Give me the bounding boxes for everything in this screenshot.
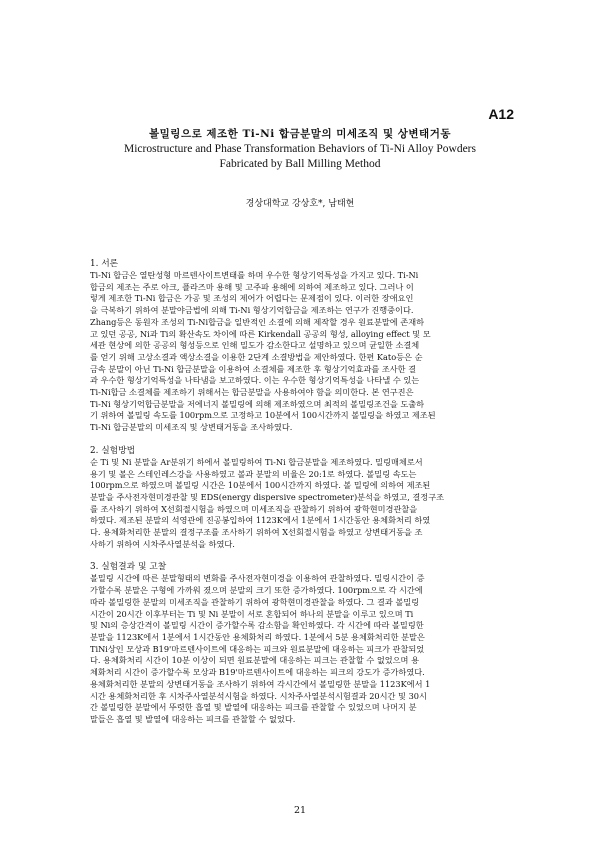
- paragraph-line: 분말을 주사전자현미경관찰 및 EDS(energy dispersive spectrometer)분석을 하였고, 결정구조: [90, 491, 445, 502]
- page-number: 21: [293, 805, 307, 816]
- paragraph-line: 시간이 20시간 이후부터는 Ti 및 Ni 분말이 서로 혼합되어 하나의 분말을 이루고 있으며 Ti: [90, 608, 414, 619]
- paragraph-line: 를 조사하기 위하여 X선회절시험을 하였으며 미세조직을 관찰하기 위하여 광학현미경관찰을: [90, 503, 418, 514]
- paragraph-line: 기 위하여 볼밀링 속도를 100rpm으로 고정하고 10분에서 100시간까지 볼밀링을 하였고 제조된: [90, 410, 436, 421]
- paragraph-line: 금속 분말이 아닌 Ti-Ni 합금분말을 이용하여 소결체를 제조한 후 형상기억효과를 조사한 결: [90, 363, 417, 374]
- paragraph-line: 용기 및 볼은 스테인레스강을 사용하였고 볼과 분말의 비율은 20:1로 하였다. 볼밀링 속도는: [90, 468, 417, 479]
- paragraph-line: 따라 볼밀링한 분말의 미세조직을 관찰하기 위하여 광학현미경관찰을 하였다. 그 결과 볼밀링: [90, 596, 420, 607]
- paragraph-line: 볼밀링 시간에 따른 분말형태의 변화를 주사전자현미경을 이용하여 관찰하였다. 밀링시간이 증: [90, 573, 425, 584]
- section: [90, 259, 516, 434]
- paragraph-line: 시간 용체화처리한 후 시차주사열분석시험을 하였다. 시차주사열분석시험결과 20시간 및 30시: [90, 690, 427, 701]
- paragraph-line: 다. 용체화처리한 분말의 결정구조를 조사하기 위하여 X선회절시험을 하였고 상변태거동을 조: [90, 527, 423, 538]
- section: [90, 446, 516, 551]
- title-english-line2: Fabricated by Ball Milling Method: [219, 158, 381, 170]
- paragraph-line: 체화처리 시간이 증가할수록 모상과 B19'마르텐사이트에 대응하는 피크의 강도가 증가하였다.: [90, 667, 425, 678]
- section-heading: 2. 실험방법: [90, 445, 136, 456]
- paragraph-line: Ti-Ni 합금분말의 미세조직 및 상변태거동을 조사하였다.: [90, 422, 293, 433]
- paragraph-line: Ti-Ni합금 소결체를 제조하기 위해서는 합금분말을 사용하여야 함을 의미한다. 본 연구진은: [90, 387, 414, 398]
- authors: 경상대학교 강상호*, 남태현: [245, 199, 355, 209]
- paragraph-line: 분말을 1123K에서 1분에서 1시간동안 용체화처리 하였다. 1분에서 5분 용체화처리한 분말은: [90, 631, 425, 642]
- paragraph-line: 순 Ti 및 Ni 분말을 Ar분위기 하에서 볼밀링하여 Ti-Ni 합금분말을 제조하였다. 밀링매체로서: [90, 456, 423, 467]
- title-korean: 볼밀링으로 제조한 Ti-Ni 합금분말의 미세조직 및 상변태거동: [149, 128, 451, 140]
- section-heading: 3. 실험결과 및 고찰: [90, 562, 167, 573]
- paragraph-line: 를 얻기 위해 고상소결과 액상소결을 이용한 2단계 소결방법을 제안하였다. 한편 Kato등은 순: [90, 351, 423, 362]
- paragraph-line: 간 볼밀링한 분말에서 뚜렷한 흡열 및 발열에 대응하는 피크를 관찰할 수 있었으며 나머지 분: [90, 702, 417, 713]
- paragraph-line: 을 극복하기 위하여 분말야금법에 의해 Ti-Ni 형상기억합금을 제조하는 연구가 진행중이다.: [90, 305, 414, 316]
- paragraph-line: 합금의 제조는 주로 아크, 플라즈마 용해 및 고주파 용해에 의하여 제조하고 있다. 그러나 이: [90, 281, 414, 292]
- paragraph-line: Ti-Ni 형상기억합금분말을 저에너지 볼밀링에 의해 제조하였으며 최적의 볼밀링조건을 도출하: [90, 398, 425, 409]
- paragraph-line: 고 있던 공공, Ni과 Ti의 확산속도 차이에 따른 Kirkendall 공공의 형성, alloying effect 및 모: [90, 328, 431, 339]
- title-english-line1: Microstructure and Phase Transformation Behaviors of Ti-Ni Alloy Powders: [123, 143, 476, 155]
- paragraph-line: 사하기 위하여 시차주사열분석을 하였다.: [90, 538, 235, 549]
- paragraph-line: 말들은 흡열 및 발열에 대응하는 피크를 관찰할 수 없었다.: [90, 713, 296, 724]
- title-block: [80, 126, 520, 172]
- paragraph-line: 세관 현상에 의한 공공의 형성등으로 인해 밀도가 감소한다고 설명하고 있으며 균일한 소결체: [90, 340, 420, 351]
- paragraph-line: 용체화처리한 분말의 상변태거동을 조사하기 위하여 각시간에서 볼밀링한 분말을 1123K에서 1: [90, 678, 431, 689]
- abstract-code: A12: [488, 106, 514, 122]
- body-text: [90, 259, 516, 738]
- paragraph-line: 과 우수한 형상기억특성을 나타냄을 보고하였다. 이는 우수한 형상기억특성을 나타낼 수 있는: [90, 375, 420, 386]
- paragraph-line: 및 Ni의 층상간격이 볼밀링 시간이 증가할수록 감소함을 확인하였다. 각 시간에 따라 볼밀링한: [90, 620, 424, 631]
- paragraph-line: 100rpm으로 하였으며 볼밀링 시간은 10분에서 100시간까지 하였다. 볼 밀링에 의하여 제조된: [90, 480, 431, 491]
- paragraph-line: 하였다. 제조된 분말의 석영관에 진공봉입하여 1123K에서 1분에서 1시간동안 용체화처리 하였: [90, 515, 431, 526]
- section-heading: 1. 서론: [90, 259, 119, 269]
- paragraph-line: Zhang등은 동원자 조성의 Ti-Ni합금을 일반적인 소결에 의해 제작할 경우 원료분말에 존재하: [90, 316, 425, 327]
- paragraph-line: Ti-Ni 합금은 열탄성형 마르텐사이트변태를 하며 우수한 형상기억특성을 가지고 있다. Ti-Ni: [90, 270, 419, 280]
- paragraph-line: 가할수록 분말은 구형에 가까워 졌으며 분말의 크기 또한 증가하였다. 100rpm으로 각 시간에: [90, 585, 423, 596]
- paragraph-line: 렇게 제조한 Ti-Ni 합금은 가공 및 조성의 제어가 어렵다는 문제점이 있다. 이러한 장애요인: [90, 293, 414, 304]
- paragraph-line: 다. 용체화처리 시간이 10분 이상이 되면 원료분말에 대응하는 피크는 관찰할 수 없었으며 용: [90, 655, 419, 666]
- section: [90, 562, 516, 725]
- paragraph-line: TiNi상인 모상과 B19'마르텐사이트에 대응하는 피크와 원료분말에 대응하는 피크가 관찰되었: [90, 643, 425, 654]
